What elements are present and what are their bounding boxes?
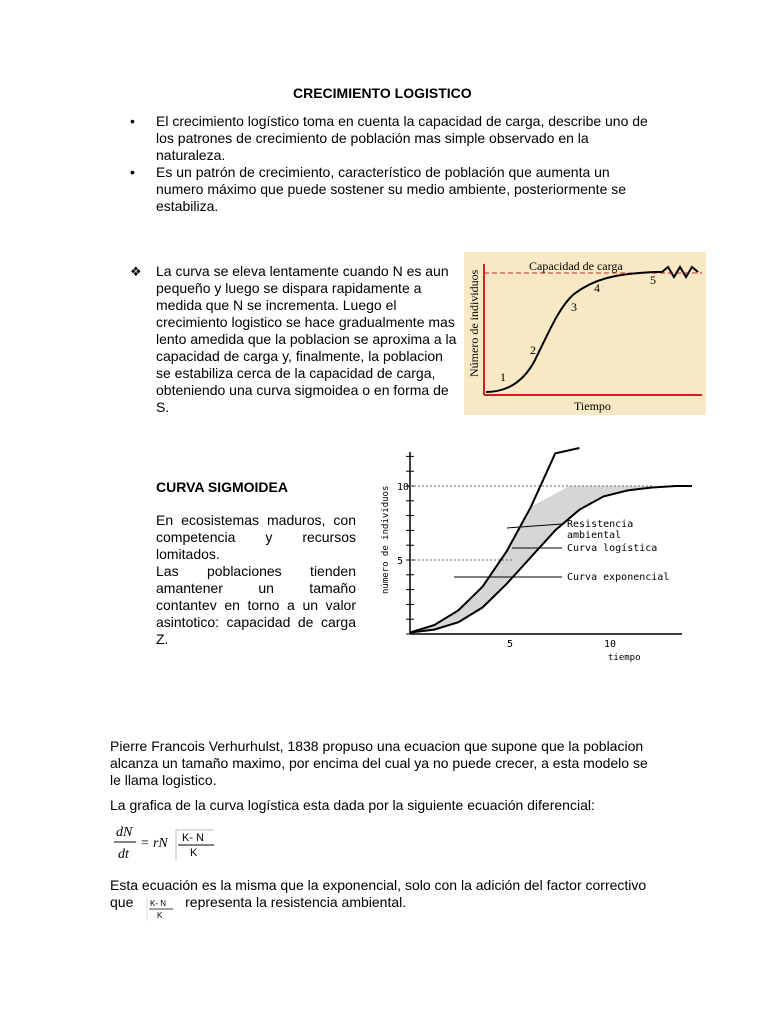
logistic-equation (110, 822, 220, 866)
resistance-label: Resistencia ambiental (567, 519, 634, 541)
logistic-figure (464, 252, 706, 415)
list-item (130, 164, 660, 215)
y-axis-label: número de individuos (381, 485, 391, 594)
eq-frac-den: K (190, 847, 198, 859)
diamond-bullet-text: La curva se eleva lentamente cuando N es aun pequeño y luego se dispara rapidamente a medida que N se incrementa. Luego el crecimiento logistico se hace gradualmente mas lento amedida que la poblacion se aproxima a la capacidad de carga y, finalmente, la poblacion se estabiliza cerca de la capacidad de carga, obteniendo una curva sigmoidea o en forma de S. (156, 263, 457, 415)
exponential-label: Curva exponencial (567, 572, 670, 583)
bullet-icon: • (130, 164, 135, 180)
exponential-curve (410, 448, 579, 633)
section-body (156, 512, 356, 648)
factor-den: K (157, 911, 163, 920)
eq-rN: = rN (140, 836, 168, 851)
x-tick-label: 10 (604, 639, 617, 650)
section-paragraph: Las poblaciones tienden amantener un tamaño contantev en torno a un valor asintotico: capacidad de carga Z. (156, 563, 356, 647)
bullet-list (130, 113, 660, 215)
logistic-chart (464, 252, 706, 415)
page-title: CRECIMIENTO LOGISTICO (293, 85, 472, 101)
closing-paragraph (110, 877, 660, 911)
section-heading: CURVA SIGMOIDEA (156, 479, 288, 495)
diamond-bullet-item (130, 263, 460, 416)
stage-label: 3 (571, 300, 577, 314)
y-axis-label: Número de individuos (467, 269, 481, 377)
eq-dN: dN (116, 825, 133, 840)
stage-label: 5 (650, 273, 656, 287)
logistic-label: Curva logística (567, 543, 658, 554)
stage-label: 4 (594, 281, 600, 295)
bullet-text: El crecimiento logístico toma en cuenta la capacidad de carga, describe uno de los patrones de crecimiento de población mas simple observado en la naturaleza. (156, 113, 648, 163)
diamond-bullet-icon: ❖ (130, 264, 142, 279)
x-axis-label: tiempo (608, 653, 641, 663)
factor-num: K- N (150, 899, 166, 908)
bullet-icon: • (130, 113, 135, 129)
correction-factor (146, 895, 176, 923)
bullet-text: Es un patrón de crecimiento, característico de población que aumenta un numero máximo que puede sostener su medio ambiente, posteriormente se estabiliza. (156, 164, 627, 214)
closing-text: Esta ecuación es la misma que la exponencial, solo con la adición del factor correctivo que (110, 877, 647, 910)
eq-dt: dt (118, 847, 129, 862)
body-paragraph: Pierre Francois Verhurhulst, 1838 propuso una ecuacion que supone que la poblacion alcanza un tamaño maximo, por encima del cual ya no puede crecer, a esta modelo se le llama logistico. (110, 738, 648, 788)
y-tick-label: 10 (397, 482, 410, 493)
x-axis-label: Tiempo (574, 399, 611, 413)
body-paragraph: La grafica de la curva logística esta dada por la siguiente ecuación diferencial: (110, 797, 595, 813)
eq-frac-num: K- N (182, 832, 204, 844)
capacity-label: Capacidad de carga (529, 259, 623, 273)
closing-text: representa la resistencia ambiental. (185, 894, 407, 910)
section-paragraph: En ecosistemas maduros, con competencia y recursos lomitados. (156, 512, 356, 562)
logistic-curve (486, 267, 698, 392)
sigmoid-chart (362, 444, 692, 668)
stage-label: 2 (530, 343, 536, 357)
y-tick-label: 5 (397, 556, 404, 567)
list-item (130, 113, 660, 164)
x-tick-label: 5 (507, 639, 514, 650)
sigmoid-figure (362, 444, 692, 668)
stage-label: 1 (500, 370, 506, 384)
